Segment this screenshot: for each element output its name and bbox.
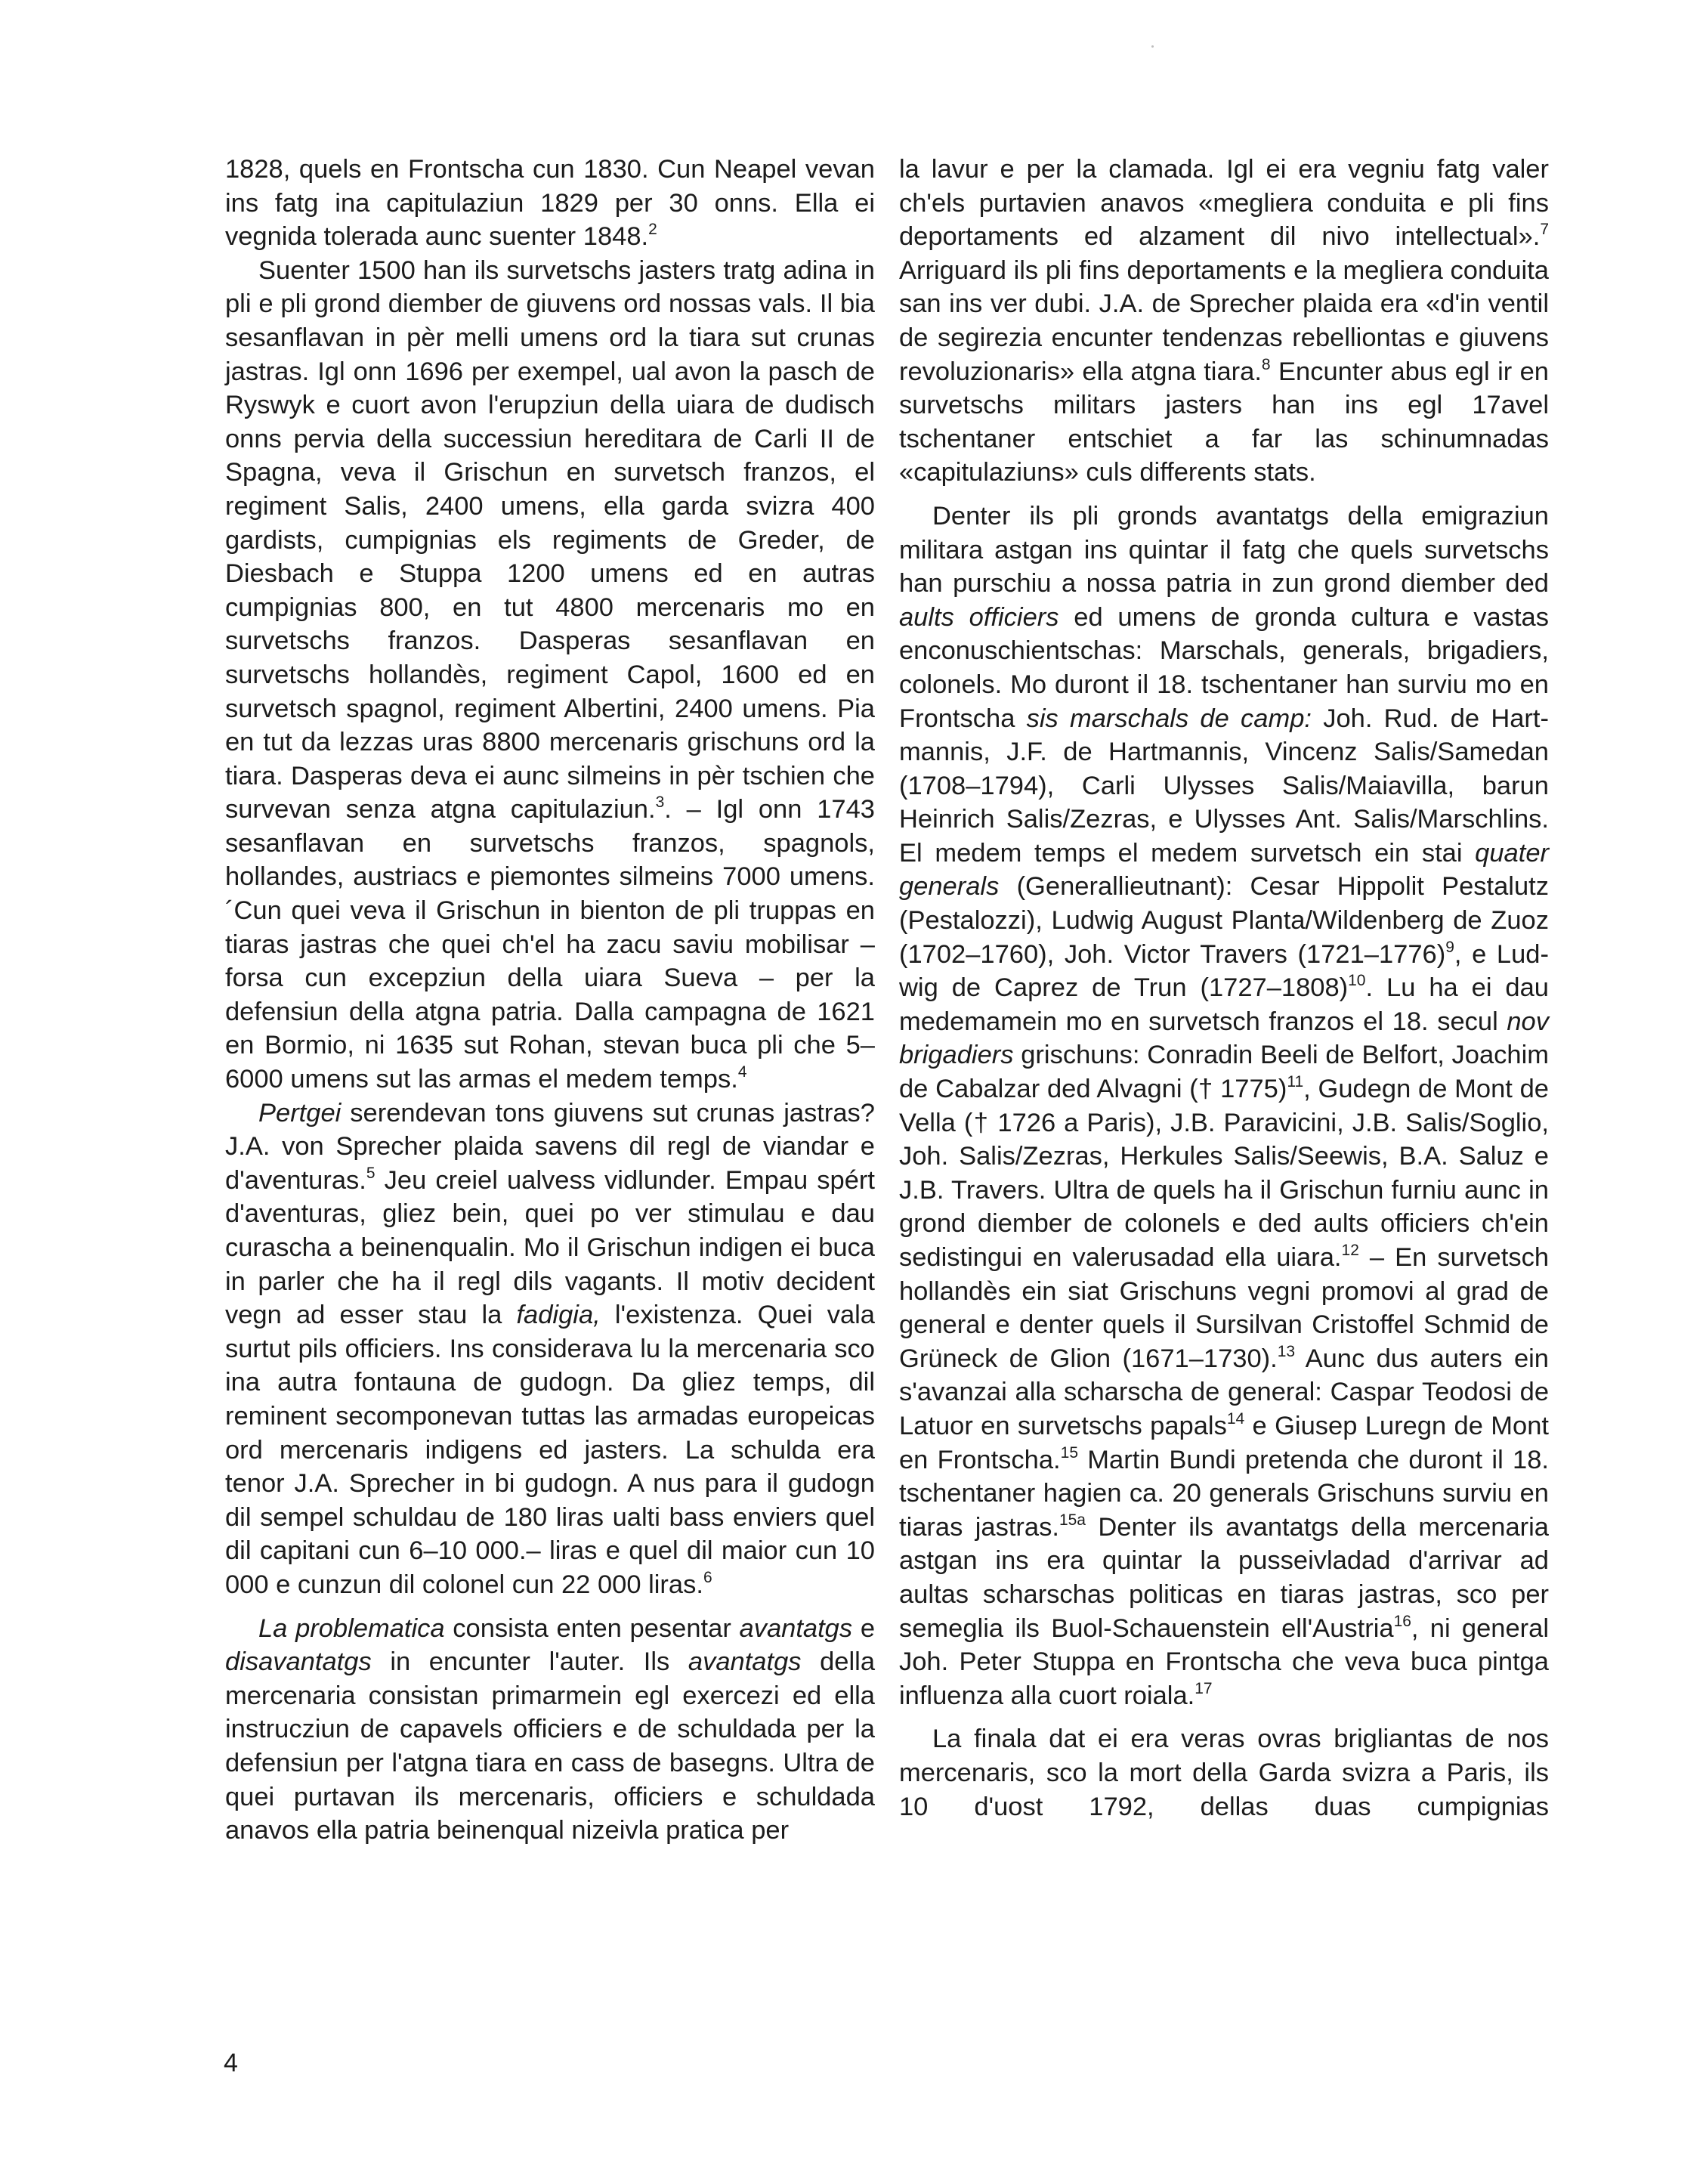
paragraph (899, 153, 1549, 490)
body-text: ed umens de gronda cultura e vastas enconuschientschas: Marschals, generals, brigadiers, colonels. Mo duront il 18. tschentaner han surviu mo en Frontscha (899, 602, 1549, 733)
paragraph (899, 1722, 1549, 1824)
footnote-marker: 12 (1341, 1242, 1359, 1259)
body-text: . – Igl onn 1743 sesanflavan en survetschs franzos, spagnols, hollandes, austriacs e piemontes silmeins 7000 umens. ´Cun quei veva il Grischun in bienton de pli truppas en tiaras jastras che quei ch'el ha zacu saviu mobilisar – forsa cun excepziun della uiara Sueva – per la defensiun della atgna patria. Dalla campagna de 1621 en Bormio, ni 1635 sut Rohan, stevan buca pli che 5–6000 umens sut las armas el medem temps. (225, 795, 875, 1094)
footnote-marker: 5 (366, 1164, 376, 1182)
body-text: , ni general Joh. Peter Stuppa en Frontscha che veva buca pintga influenza alla cuort roiala. (899, 1613, 1549, 1710)
body-text: Aunc dus auters ein s'avanzai alla scharscha de general: Caspar Teodosi de Latuor en survetschs papals (899, 1344, 1549, 1440)
paper-speck (1151, 45, 1154, 48)
paragraph (225, 254, 875, 1097)
left-text-column (225, 153, 875, 1848)
italic-text: quater generals (899, 838, 1549, 902)
footnote-marker: 3 (655, 793, 665, 812)
body-text: La finala dat ei era veras ovras brigliantas de nos mercenaris, sco la mort della Garda svizra a Paris, ils 10 d'uost 1792, dellas duas cumpignias (899, 1725, 1549, 1821)
body-text: Denter ils pli gronds avantatgs della emigraziun militara astgan ins quintar il fatg che quels survetschs han purschiu a nossa patria in zun grond diember ded (899, 501, 1549, 599)
body-text: l'existenza. Quei vala surtut pils officiers. Ins considerava lu la mercenaria sco ina autra fontauna de gudogn. Da gliez temps, dil reminent secomponevan tuttas las armadas europeicas ord mercenaris indigens ed jasters. La schulda era tenor J.A. Sprecher in bi gudogn. A nus para il gudogn dil sempel schuldau de 180 liras ualti bass enviers quel dil capitani cun 6–10 000.– liras e quel dil maior cun 10 000 e cunzun dil colonel cun 22 000 liras. (225, 1301, 875, 1599)
paragraph (899, 500, 1549, 1712)
body-text: Denter ils avantatgs della mercenaria astgan ins era quintar la pusseivladad d'arrivar ad aultas scharschas politicas en tiaras jastras, sco per semeglia ils Buol-Schauenstein ell'Austria (899, 1512, 1549, 1643)
body-text: in encunter l'auter. Ils (371, 1647, 688, 1677)
paragraph (225, 153, 875, 254)
body-text: e Giusep Luregn de Mont en Frontscha. (899, 1411, 1549, 1474)
right-text-column (899, 153, 1549, 1824)
body-text: della mercenaria consistan primarmein egl exercezi ed ella instrucziun de capavels officiers e de schuldada per la defensiun per l'atgna tiara en cass de basegns. Ultra de quei purtavan ils mercenaris, officiers e schuldada anavos ella patria beinenqual nizeivla pratica per (225, 1647, 876, 1845)
footnote-marker: 7 (1540, 221, 1549, 239)
body-text: Arriguard ils pli fins deportaments e la megliera conduita san ins ver dubi. J.A. de Sprecher plaida era «d'in ventil de segirezia encunter tendenzas rebelliontas e giuvens revoluzionaris» ella atgna tiara. (899, 255, 1549, 386)
footnote-marker: 8 (1261, 355, 1271, 373)
italic-text: fadigia, (516, 1301, 601, 1330)
footnote-marker: 15 (1060, 1443, 1078, 1462)
paragraph (225, 1612, 875, 1848)
footnote-marker: 16 (1393, 1612, 1411, 1630)
body-text: la lavur e per la clamada. Igl ei era vegniu fatg valer ch'els purtavien anavos «megliera conduita e pli fins deportaments ed alzament dil nivo intellectual». (899, 155, 1549, 252)
footnote-marker: 2 (648, 221, 657, 239)
italic-text: avantatgs (739, 1613, 853, 1643)
italic-text: sis marschals de camp: (1026, 704, 1312, 733)
footnote-marker: 9 (1445, 938, 1454, 956)
body-text: Martin Bundi pretenda che duront il 18. tschentaner hagien ca. 20 generals Grischuns surviu en tiaras jastras. (899, 1445, 1549, 1542)
page-number: 4 (224, 2049, 238, 2077)
body-text: , Gudegn de Mont de Vella († 1726 a Paris), J.B. Paravicini, J.B. Salis/Soglio, Joh. Salis/Zezras, Herkules Salis/Seewis, B.A. Saluz e J.B. Travers. Ultra de quels ha il Grischun furniu aunc in grond diember de colonels e ded aults officiers ch'ein sedistingui en valerusadad ella uiara. (899, 1075, 1549, 1272)
body-text: – En survetsch hollandès ein siat Grischuns vegni promovi al grad de general e denter quels il Sursilvan Cristoffel Schmid de Grüneck de Glion (1671–1730). (899, 1243, 1550, 1373)
italic-text: La problematica (258, 1613, 445, 1643)
italic-text: aults officiers (899, 602, 1059, 632)
body-text: Jeu creiel ualvess vidlunder. Empau spért d'aventuras, gliez bein, quei po ver stimulau e dau curascha a beinenqualin. Mo il Grischun indigen ei buca in parler che ha il regl dils vagants. Il motiv decident vegn ad esser stau la (225, 1165, 875, 1330)
footnote-marker: 11 (1287, 1073, 1304, 1091)
body-text: Encunter abus egl ir en survetschs militars jasters han ins egl 17avel tschentaner entschiet a far las schinumnadas «capitulaziuns» culs differents stats. (899, 357, 1549, 487)
body-text: Suenter 1500 han ils survetschs jasters tratg adina in pli e pli grond diember de giuvens ord nossas vals. Il bia sesanflavan in pèr melli umens ord la tiara sut crunas jastras. Igl onn 1696 per exempel, ual avon la pasch de Ryswyk e cuort avon l'erupziun della uiara de dudisch onns pervia della successiun hereditara de Carli II de Spagna, veva il Grischun en survetsch franzos, el regiment Salis, 2400 umens, ella garda svizra 400 gardists, cumpignias els regiments de Greder, de Diesbach e Stuppa 1200 umens ed en autras cumpignias 800, en tut 4800 mercenaris mo en survetschs franzos. Dasperas sesanflavan en survetschs hollandès, regiment Capol, 1600 ed en survetsch spagnol, regiment Albertini, 2400 umens. Pia en tut da lezzas uras 8800 mercenaris grischuns ord la tiara. Dasperas deva ei aunc silmeins in pèr tschien che survevan senza atgna capitulaziun. (225, 255, 875, 824)
body-text: , e Ludwig de Caprez de Trun (1727–1808) (899, 939, 1549, 1003)
footnote-marker: 17 (1195, 1679, 1213, 1697)
body-text: serendevan tons giuvens sut crunas jastras? J.A. von Sprecher plaida savens dil regl de viandar e d'aventuras. (225, 1098, 875, 1195)
body-text: grischuns: Conradin Beeli de Belfort, Joachim de Cabalzar ded Alvagni († 1775) (899, 1041, 1549, 1104)
body-text: e (852, 1613, 876, 1643)
paragraph (225, 1097, 875, 1602)
italic-text: nov brigadiers (899, 1007, 1549, 1070)
italic-text: Pertgei (258, 1098, 342, 1128)
body-text: consista enten pesentar (444, 1613, 740, 1643)
body-text: 1828, quels en Frontscha cun 1830. Cun Neapel vevan ins fatg ina capitulaziun 1829 per 30 onns. Ella ei vegnida tolerada aunc suenter 1848. (225, 155, 875, 252)
body-text: . Lu ha ei dau medemamein mo en survetsch franzos el 18. secul (899, 973, 1549, 1036)
italic-text: avantatgs (688, 1647, 802, 1677)
body-text: Joh. Rud. de Hartmannis, J.F. de Hartmannis, Vincenz Salis/Samedan (1708–1794), Carli Ulysses Salis/Maiavilla, barun Heinrich Salis/Zezras, e Ulysses Ant. Salis/Marschlins. El medem temps el medem survetsch ein stai (899, 704, 1549, 868)
footnote-marker: 6 (703, 1568, 712, 1586)
footnote-marker: 10 (1348, 972, 1366, 990)
footnote-marker: 4 (737, 1063, 747, 1081)
body-text: (Generallieutnant): Cesar Hippolit Pestalutz (Pestalozzi), Ludwig August Planta/Wildenberg de Zuoz (1702–1760), Joh. Victor Travers (1721–1776) (899, 872, 1549, 969)
footnote-marker: 13 (1277, 1342, 1296, 1360)
italic-text: disavantatgs (225, 1647, 372, 1677)
footnote-marker: 14 (1226, 1409, 1245, 1428)
footnote-marker: 15a (1059, 1511, 1086, 1529)
